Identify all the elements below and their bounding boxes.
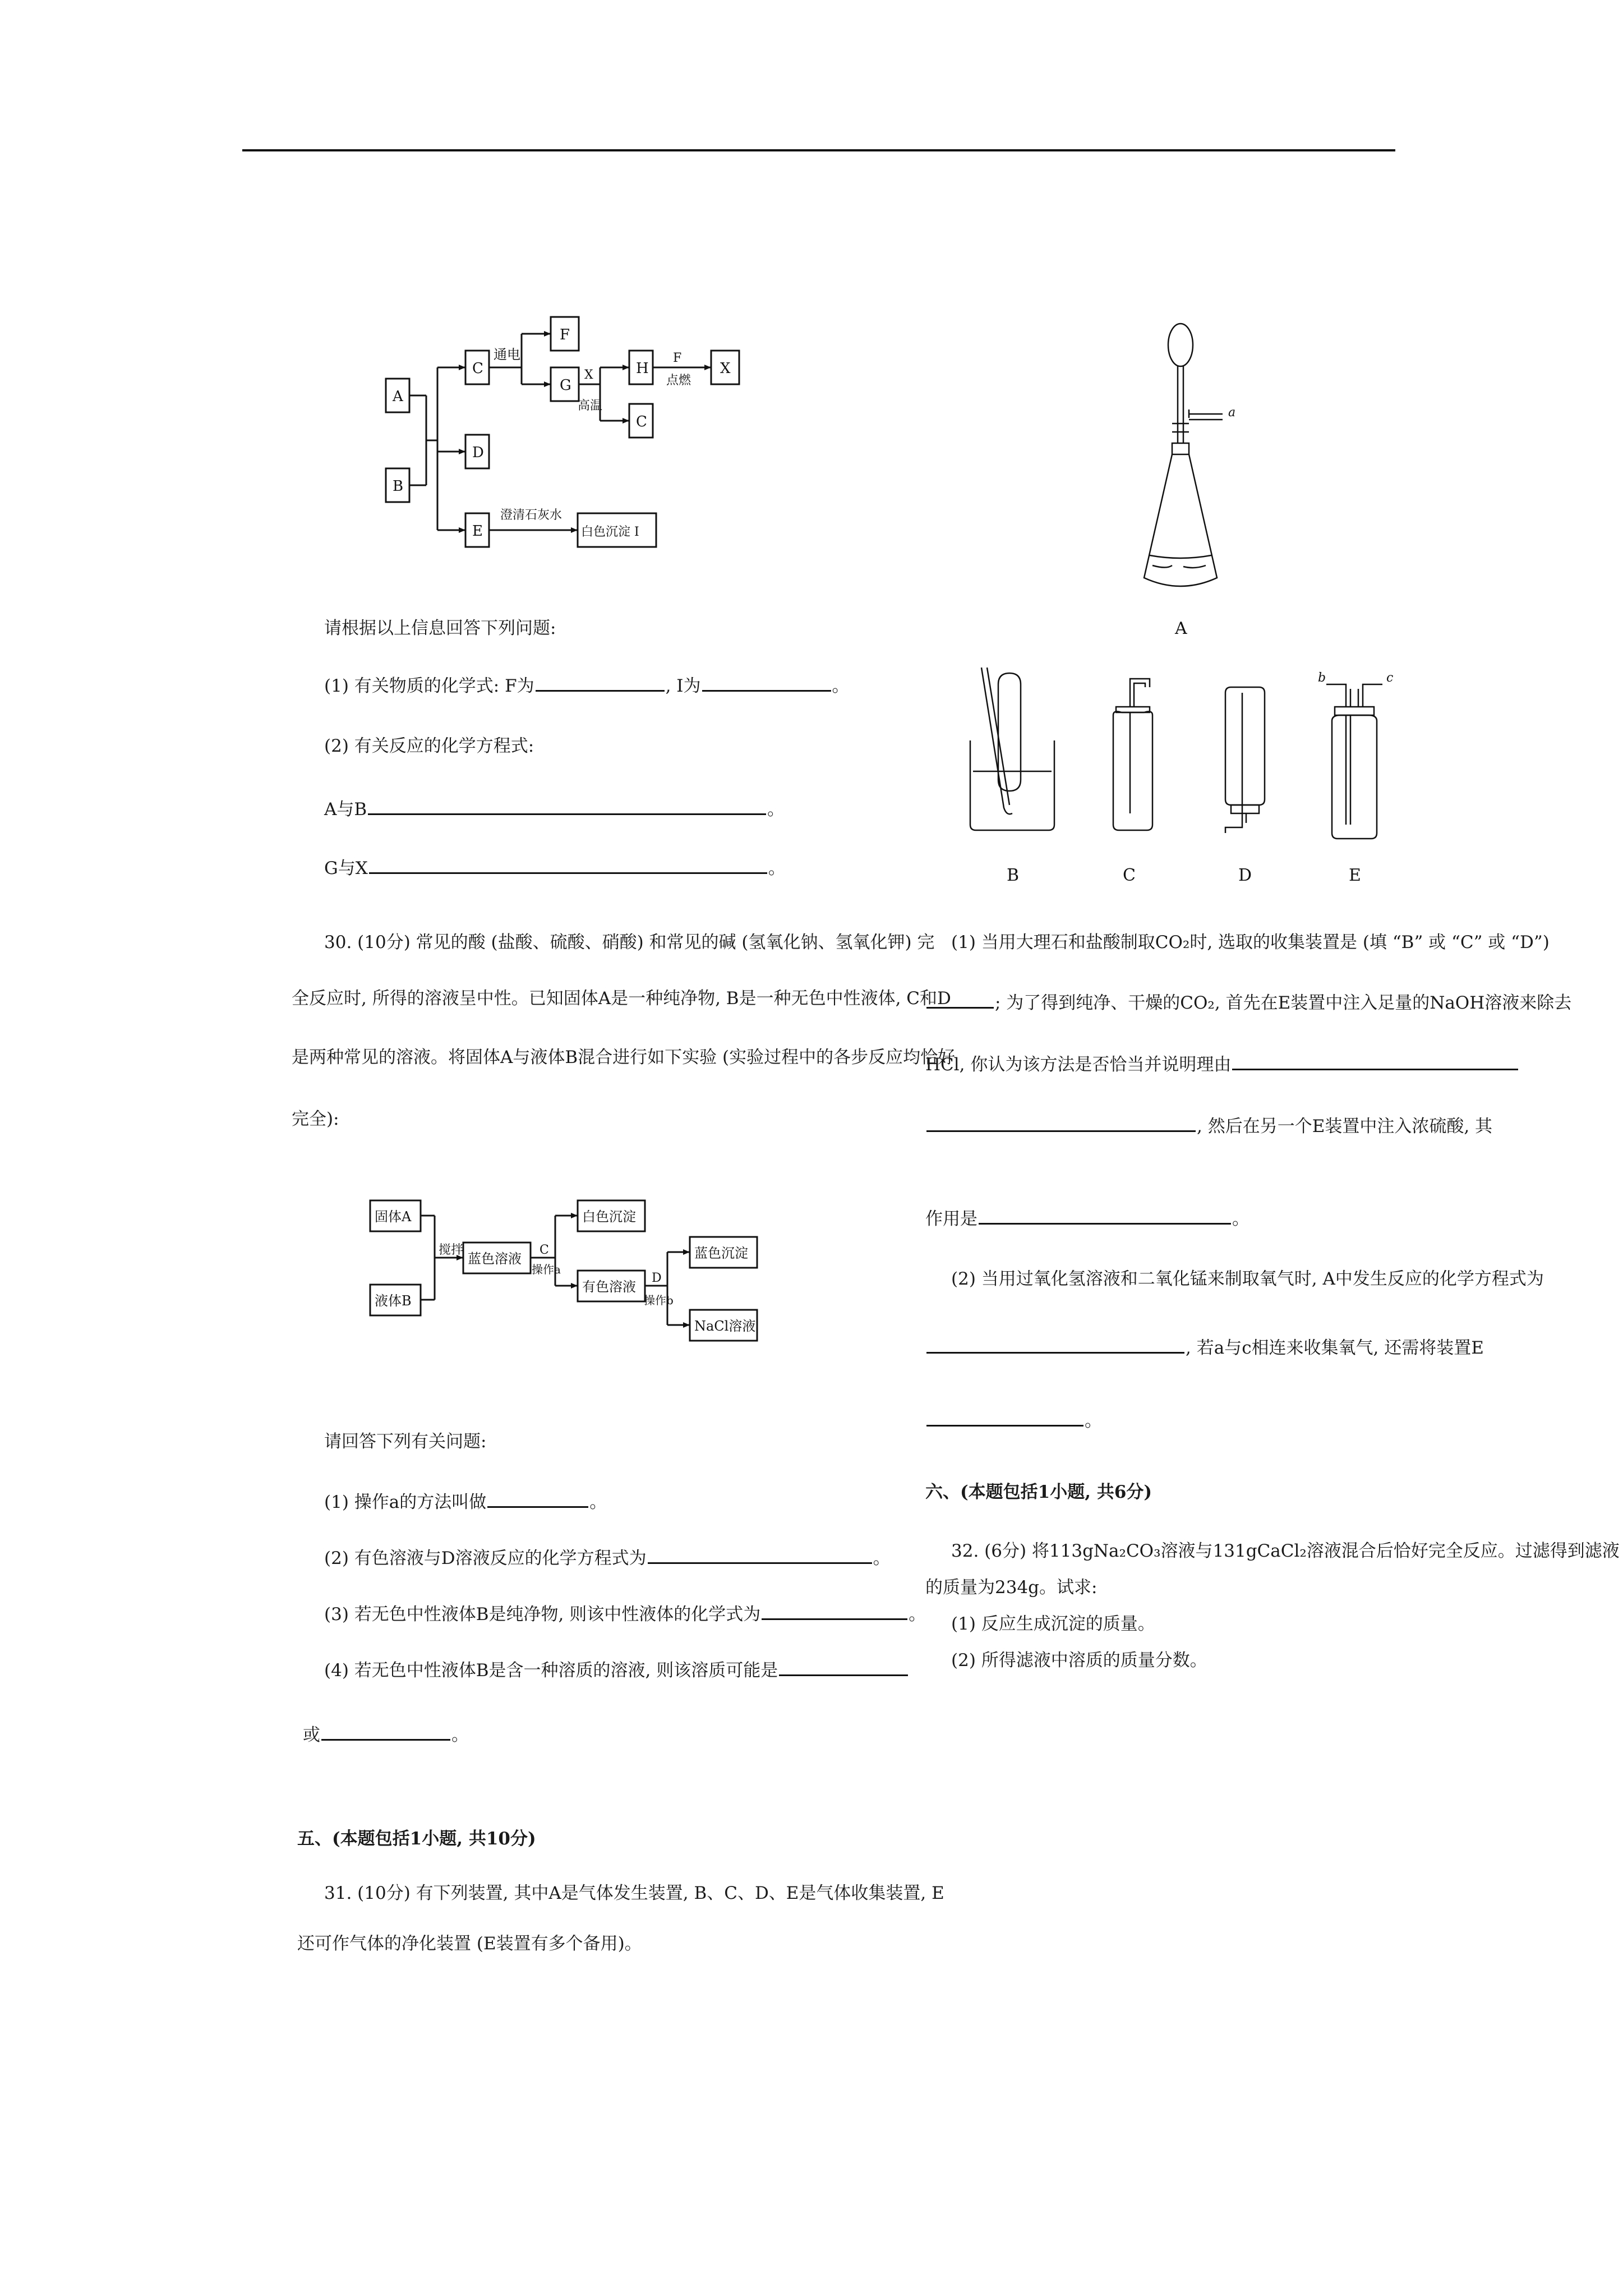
label-apparatus-E: E [1349, 866, 1361, 885]
q30b-part4-or: 或 。 [303, 1722, 469, 1746]
label-liquid-B: 液体B [375, 1293, 412, 1309]
label-X: X [720, 360, 731, 377]
q31-p1-line5: 作用是 。 [925, 1206, 1249, 1230]
label-X-arrow: X [584, 368, 593, 382]
q29-ab: A与B 。 [324, 797, 785, 821]
q32-line3: (1) 反应生成沉淀的质量。 [951, 1614, 1155, 1634]
label-D: D [472, 444, 484, 461]
q31-p1-line1: (1) 当用大理石和盐酸制取CO₂时, 选取的收集装置是 (填 “B” 或 “C” 或 “D”) [951, 932, 1550, 953]
blank-formula-b[interactable] [762, 1602, 907, 1620]
blank-solute-2[interactable] [321, 1722, 450, 1741]
label-blue-ppt: 蓝色沉淀 [694, 1245, 748, 1261]
flow-diagram-1 [376, 303, 768, 567]
label-op-b: 操作b [644, 1294, 674, 1307]
blank-device-e[interactable] [926, 1408, 1083, 1427]
q29-part2: (2) 有关反应的化学方程式: [324, 736, 534, 756]
label-A: A [393, 388, 403, 405]
label-apparatus-B: B [1007, 866, 1020, 885]
label-tongdian: 通电 [494, 347, 520, 362]
blank-gx[interactable] [369, 855, 767, 874]
label-F-arrow: F [673, 351, 682, 365]
label-chengqing: 澄清石灰水 [500, 508, 562, 522]
label-b: b [1318, 671, 1326, 685]
blank-I[interactable] [702, 673, 831, 692]
apparatus-E [1312, 668, 1402, 886]
blank-collect[interactable] [926, 990, 994, 1009]
label-H: H [636, 360, 649, 377]
label-B: B [393, 478, 404, 495]
q32-line1: 32. (6分) 将113gNa₂CO₃溶液与131gCaCl₂溶液混合后恰好完全反应。过滤得到滤液 [951, 1541, 1620, 1561]
label-op-a: 操作a [532, 1263, 561, 1276]
label-blue-solution: 蓝色溶液 [468, 1251, 522, 1267]
label-G: G [560, 377, 571, 394]
blank-op-a[interactable] [487, 1489, 588, 1508]
section6-title: 六、(本题包括1小题, 共6分) [925, 1482, 1152, 1502]
blank-eq-h2o2[interactable] [926, 1335, 1184, 1354]
label-D: D [652, 1271, 662, 1285]
q31-p2-line1: (2) 当用过氧化氢溶液和二氧化锰来制取氧气时, A中发生反应的化学方程式为 [951, 1269, 1544, 1289]
blank-F[interactable] [536, 673, 665, 692]
blank-purpose[interactable] [979, 1206, 1231, 1225]
label-dianran: 点燃 [666, 374, 691, 388]
q30b-part1: (1) 操作a的方法叫做 。 [324, 1489, 607, 1513]
label-c: c [1386, 671, 1394, 685]
apparatus-D [1211, 676, 1290, 886]
q29-intro: 请根据以上信息回答下列问题: [324, 618, 556, 638]
label-jiaoban: 搅拌 [439, 1243, 464, 1257]
section5-title: 五、(本题包括1小题, 共10分) [297, 1829, 536, 1849]
label-apparatus-A: A [1175, 619, 1187, 638]
q31-p1-line4: , 然后在另一个E装置中注入浓硫酸, 其 [925, 1114, 1492, 1138]
q31-p2-line3: 。 [925, 1408, 1102, 1432]
label-gaowen: 高温 [578, 399, 603, 413]
label-apparatus-D: D [1238, 866, 1252, 885]
q31-p1-line3: HCl, 你认为该方法是否恰当并说明理由 [925, 1052, 1519, 1076]
q30-line3: 是两种常见的溶液。将固体A与液体B混合进行如下实验 (实验过程中的各步反应均恰好 [292, 1047, 956, 1068]
blank-reason-2[interactable] [926, 1114, 1196, 1132]
label-a: a [1228, 406, 1236, 420]
blank-solute-1[interactable] [779, 1658, 908, 1676]
label-white-ppt: 白色沉淀 [582, 1209, 636, 1225]
label-nacl: NaCl溶液 [694, 1318, 756, 1334]
apparatus-C [1099, 668, 1178, 886]
flow-diagram-2 [365, 1189, 768, 1380]
header-rule [242, 149, 1395, 151]
label-solid-A: 固体A [375, 1209, 412, 1225]
q30-line4: 完全): [292, 1109, 339, 1129]
label-C: C [472, 360, 483, 377]
q31-line1: 31. (10分) 有下列装置, 其中A是气体发生装置, B、C、D、E是气体收集装置, E [324, 1883, 944, 1903]
q30b-part2: (2) 有色溶液与D溶液反应的化学方程式为 。 [324, 1545, 891, 1570]
label-C: C [540, 1243, 549, 1257]
label-C2: C [636, 413, 647, 430]
q30-line1: 30. (10分) 常见的酸 (盐酸、硫酸、硝酸) 和常见的碱 (氢氧化钠、氢氧化钾) 完 [324, 932, 935, 953]
q30b-intro: 请回答下列有关问题: [324, 1432, 487, 1452]
label-E: E [472, 523, 483, 540]
q31-p2-line2: , 若a与c相连来收集氧气, 还需将装置E [925, 1335, 1484, 1359]
q30b-part4: (4) 若无色中性液体B是含一种溶质的溶液, 则该溶质可能是 [324, 1658, 909, 1682]
q30b-part3: (3) 若无色中性液体B是纯净物, 则该中性液体的化学式为 。 [324, 1602, 926, 1626]
apparatus-A [1110, 314, 1279, 651]
q32-line4: (2) 所得滤液中溶质的质量分数。 [951, 1650, 1207, 1671]
blank-reason-1[interactable] [1232, 1052, 1518, 1070]
q31-p1-line2: ; 为了得到纯净、干燥的CO₂, 首先在E装置中注入足量的NaOH溶液来除去 [925, 990, 1571, 1014]
blank-ab[interactable] [368, 797, 766, 815]
blank-eq-d[interactable] [648, 1545, 872, 1564]
label-F: F [560, 326, 570, 343]
q30-line2: 全反应时, 所得的溶液呈中性。已知固体A是一种纯净物, B是一种无色中性液体, C和D [292, 988, 951, 1009]
q31-line2: 还可作气体的净化装置 (E装置有多个备用)。 [297, 1934, 642, 1954]
q29-gx: G与X 。 [324, 855, 786, 880]
q32-line2: 的质量为234g。试求: [925, 1577, 1098, 1598]
label-baise: 白色沉淀 I [581, 525, 639, 539]
apparatus-B [959, 656, 1066, 886]
label-colored-solution: 有色溶液 [582, 1279, 636, 1295]
q29-part1: (1) 有关物质的化学式: F为 , I为 。 [324, 673, 850, 697]
label-apparatus-C: C [1123, 866, 1136, 885]
